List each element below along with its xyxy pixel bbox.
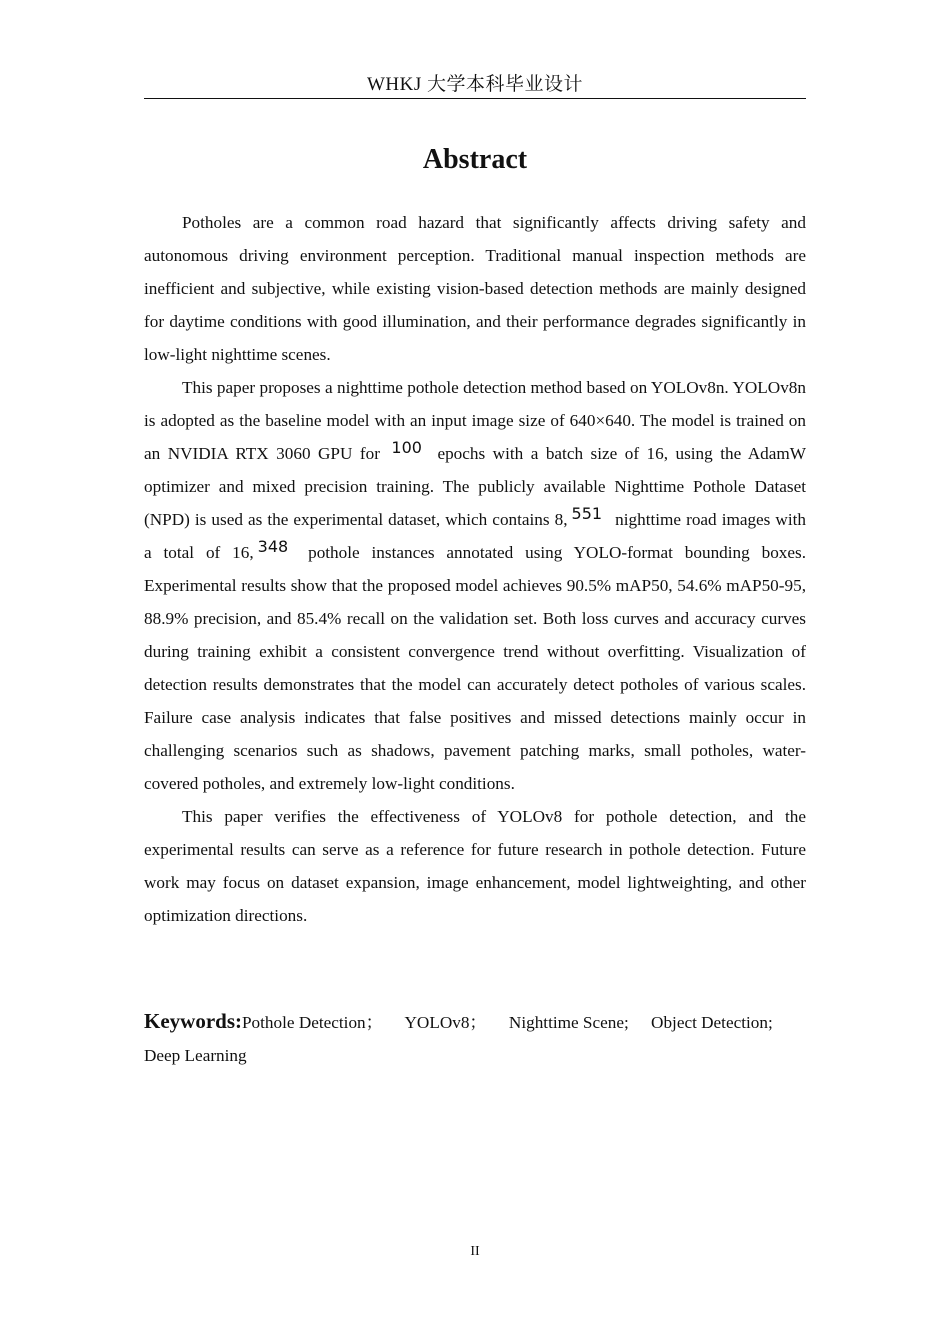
keyword-item: Deep Learning [144, 1046, 247, 1065]
running-header: WHKJ 大学本科毕业设计 [366, 74, 584, 95]
keyword-item: YOLOv8； [404, 1013, 487, 1032]
paragraph-2-text-d: pothole instances annotated using YOLO-format bounding boxes. Experimental results show that the proposed model achieves 90.5% mAP50, 54.6% mAP50-95, 88.9% precision, and 85.4% recall on the validation set. Both loss curves and accuracy curves during training exhibit a consistent convergence trend without overfitting. Visualization of detection results demonstrates that the model can accurately detect potholes of various scales. Failure case analysis indicates that false positives and missed detections mainly occur in challenging scenarios such as shadows, pavement patching marks, small potholes, water-covered potholes, and extremely low-light conditions. [144, 543, 807, 793]
keyword-item: Pothole Detection； [242, 1013, 383, 1032]
abstract-title: Abstract [422, 144, 528, 175]
paragraph-2-text-b: epochs with a batch size of 16, using the AdamW optimizer and mixed precision training. The publicly available Nighttime Pothole Dataset (NPD) is used as the experimental dataset, which contains 8, [144, 444, 806, 529]
image-count-value: 551 [571, 504, 603, 523]
epochs-value: 100 [391, 438, 422, 457]
keyword-item: Nighttime Scene; [508, 1013, 629, 1032]
keywords-section [144, 1005, 806, 1072]
paragraph-2-text-a: This paper proposes a nighttime pothole detection method based on YOLOv8n. YOLOv8n is adopted as the baseline model with an input image size of 640×640. The model is trained on an NVIDIA RTX 3060 GPU for [144, 378, 806, 463]
abstract-body [144, 206, 806, 932]
paragraph-2-text-c: nighttime road images with a total of 16, [144, 510, 806, 562]
header-rule [144, 98, 806, 99]
abstract-paragraph-3: This paper verifies the effectiveness of YOLOv8 for pothole detection, and the experimental results can serve as a reference for future research in pothole detection. Future work may focus on dataset expansion, image enhancement, model lightweighting, and other optimization directions. [144, 807, 806, 925]
keyword-item: Object Detection; [651, 1013, 773, 1032]
abstract-paragraph-1: Potholes are a common road hazard that significantly affects driving safety and autonomous driving environment perception. Traditional manual inspection methods are inefficient and subjective, while existing vision-based detection methods are mainly designed for daytime conditions with good illumination, and their performance degrades significantly in low-light nighttime scenes. [144, 213, 806, 364]
keywords-label: Keywords: [144, 1009, 242, 1033]
page-number: II [470, 1244, 480, 1259]
instance-count-value: 348 [257, 537, 289, 556]
abstract-paragraph-2 [144, 371, 806, 800]
